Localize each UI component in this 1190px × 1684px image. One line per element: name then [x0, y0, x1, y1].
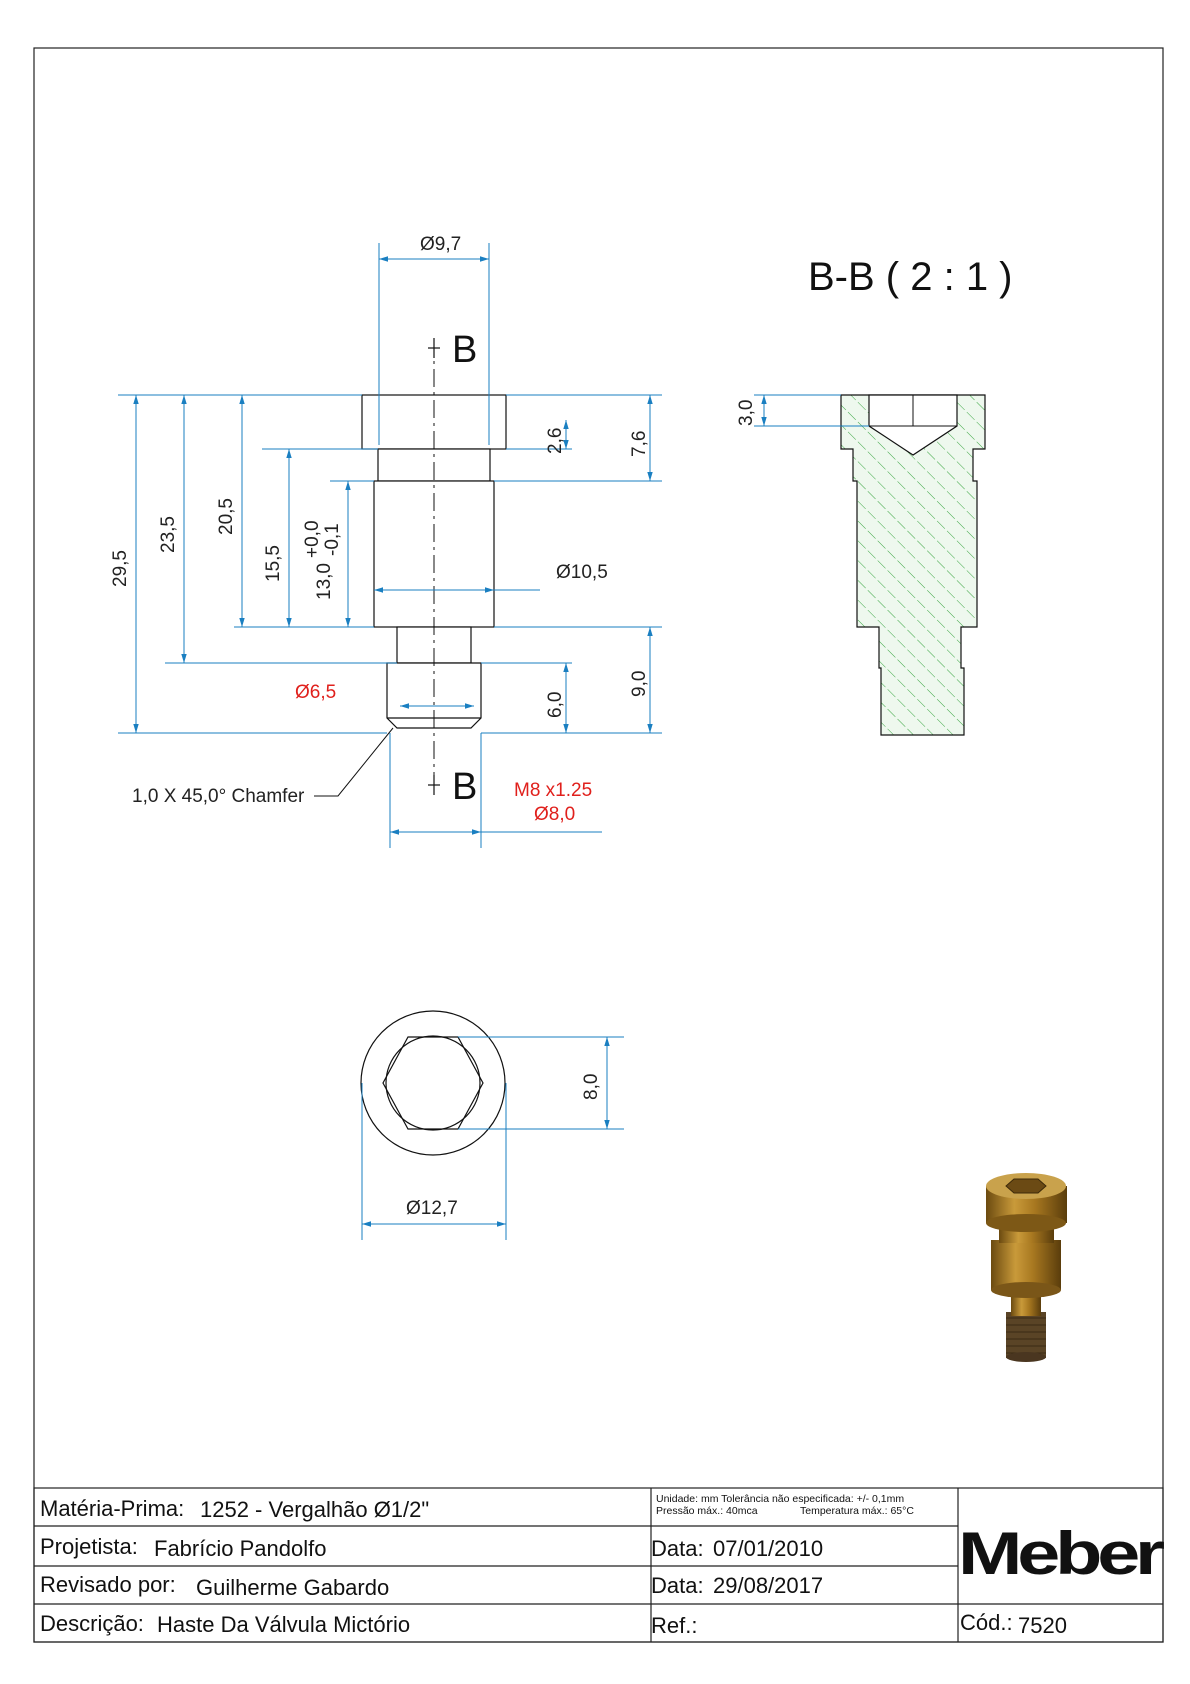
dim-13-0: 13,0 — [314, 563, 335, 600]
company-logo: Meber — [958, 1520, 1165, 1587]
cod-value: 7520 — [1018, 1613, 1067, 1638]
section-marker-top — [428, 329, 477, 371]
front-view — [362, 338, 506, 790]
projetista-label: Projetista: — [40, 1534, 138, 1559]
data-revised-label: Data: — [651, 1573, 704, 1598]
dim-8-0: 8,0 — [581, 1073, 602, 1100]
dim-chamfer: 1,0 X 45,0° Chamfer — [132, 786, 305, 807]
cod-label: Cód.: — [960, 1610, 1013, 1635]
dim-thread-dia: Ø8,0 — [534, 804, 576, 825]
dim-dia-12-7: Ø12,7 — [406, 1198, 458, 1219]
dim-tol-plus: +0,0 — [302, 520, 323, 558]
section-letter-top: B — [452, 329, 478, 371]
dim-dia-10-5: Ø10,5 — [556, 562, 608, 583]
top-view-dimensions — [362, 1037, 624, 1240]
data-revised-value: 29/08/2017 — [713, 1573, 824, 1598]
dim-7-6: 7,6 — [629, 430, 650, 457]
data-created-value: 07/01/2010 — [713, 1536, 824, 1561]
dim-29-5: 29,5 — [110, 550, 131, 587]
ref-label: Ref.: — [651, 1613, 698, 1638]
dim-dia-9-7: Ø9,7 — [420, 234, 462, 255]
projetista-value: Fabrício Pandolfo — [154, 1536, 327, 1561]
top-view — [361, 1011, 505, 1155]
section-letter-bottom: B — [452, 766, 478, 808]
dim-3-0: 3,0 — [736, 399, 757, 426]
revisado-value: Guilherme Gabardo — [196, 1575, 390, 1600]
dim-20-5: 20,5 — [216, 498, 237, 535]
dim-15-5: 15,5 — [263, 545, 284, 582]
top-view-inner-circle — [386, 1036, 480, 1130]
dim-thread-m8: M8 x1.25 — [514, 780, 593, 801]
note-line-2b: Temperatura máx.: 65°C — [800, 1505, 914, 1517]
dim-2-6: 2,6 — [545, 427, 566, 454]
section-view — [736, 395, 985, 735]
descricao-value: Haste Da Válvula Mictório — [157, 1612, 411, 1637]
note-line-1: Unidade: mm Tolerância não especificada: +/- 0,1mm — [656, 1493, 905, 1505]
materia-value: 1252 - Vergalhão Ø1/2" — [200, 1497, 430, 1522]
part-3d-render — [986, 1173, 1067, 1362]
dim-23-5: 23,5 — [158, 516, 179, 553]
descricao-label: Descrição: — [40, 1611, 144, 1636]
dim-9-0: 9,0 — [629, 670, 650, 697]
chamfer-leader — [314, 728, 393, 796]
revisado-label: Revisado por: — [40, 1572, 176, 1597]
dim-tol-minus: -0,1 — [322, 523, 343, 556]
data-created-label: Data: — [651, 1536, 704, 1561]
section-marker-bottom — [428, 766, 477, 808]
dim-dia-6-5: Ø6,5 — [295, 682, 337, 703]
dim-6-0: 6,0 — [545, 691, 566, 718]
section-title: B-B ( 2 : 1 ) — [808, 255, 1013, 299]
note-line-2a: Pressão máx.: 40mca — [656, 1505, 758, 1517]
materia-label: Matéria-Prima: — [40, 1496, 185, 1521]
